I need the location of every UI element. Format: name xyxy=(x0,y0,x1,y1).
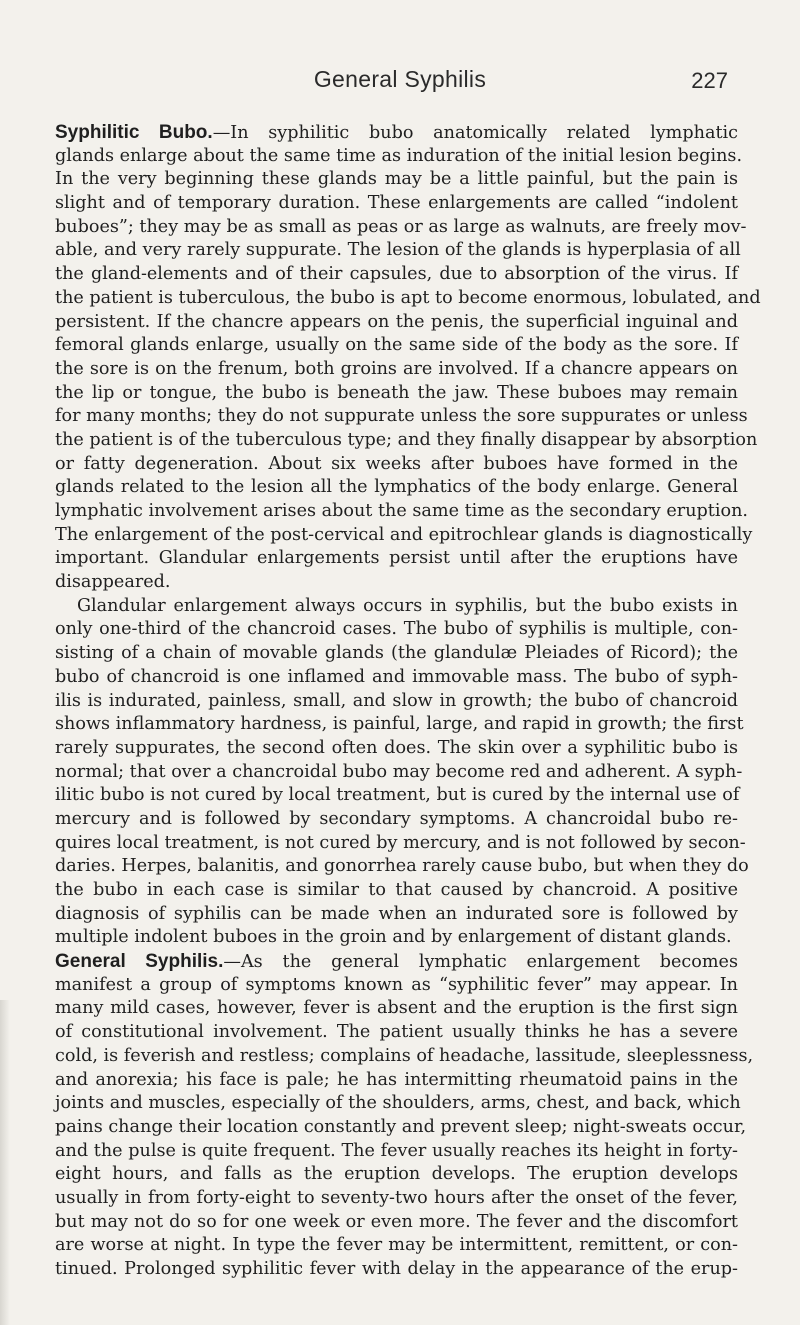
line-text: important. Glandular enlargements persist until after the eruptions have xyxy=(55,548,738,569)
line-text: the sore is on the frenum, both groins are involved. If a chancre appears on xyxy=(55,358,738,379)
line-text: buboes”; they may be as small as peas or as large as walnuts, are freely mov- xyxy=(55,216,747,237)
text-line xyxy=(55,1140,738,1164)
text-line xyxy=(55,121,738,145)
text-line xyxy=(55,832,746,856)
line-text: ilitic bubo is not cured by local treatment, but is cured by the internal use of xyxy=(55,785,740,806)
line-text: tinued. Prolonged syphilitic fever with delay in the appearance of the erup- xyxy=(55,1259,738,1279)
line-text: persistent. If the chancre appears on the penis, the superficial inguinal and xyxy=(55,311,738,332)
line-text: and anorexia; his face is pale; he has intermitting rheumatoid pains in the xyxy=(55,1069,738,1090)
line-text: the bubo in each case is similar to that caused by chancroid. A positive xyxy=(55,880,738,900)
text-line xyxy=(55,145,743,169)
section-heading: Syphilitic Bubo. xyxy=(55,122,213,143)
line-text: the lip or tongue, the bubo is beneath the jaw. These buboes may remain xyxy=(55,382,738,403)
text-line xyxy=(55,666,738,690)
text-line xyxy=(55,192,738,216)
line-text: mercury and is followed by secondary symptoms. A chancroidal bubo re- xyxy=(55,808,738,829)
body-text xyxy=(55,121,761,1282)
line-text: sisting of a chain of movable glands (the glandulæ Pleiades of Ricord); the xyxy=(55,643,738,664)
text-line xyxy=(55,358,738,382)
line-text: and the pulse is quite frequent. The fever usually reaches its height in forty- xyxy=(55,1140,738,1161)
text-line xyxy=(55,1211,738,1235)
text-line xyxy=(55,263,738,287)
line-text: femoral glands enlarge, usually on the same side of the body as the sore. If xyxy=(55,335,738,356)
text-line xyxy=(55,547,738,571)
text-line xyxy=(55,713,744,737)
line-text: cold, is feverish and restless; complains of headache, lassitude, sleeplessness, xyxy=(55,1045,754,1066)
line-text: eight hours, and falls as the eruption develops. The eruption develops xyxy=(55,1164,738,1185)
line-text: pains change their location constantly and prevent sleep; night-sweats occur, xyxy=(55,1116,747,1137)
line-text: the patient is tuberculous, the bubo is apt to become enormous, lobulated, and xyxy=(55,287,761,308)
text-line xyxy=(55,1021,738,1045)
text-line xyxy=(55,974,738,998)
text-line xyxy=(55,1234,738,1258)
text-line xyxy=(55,950,738,974)
text-line xyxy=(55,1116,747,1140)
line-text: but may not do so for one week or even more. The fever and the discomfort xyxy=(55,1211,738,1232)
line-text: quires local treatment, is not cured by mercury, and is not followed by secon- xyxy=(55,832,746,853)
text-line xyxy=(55,216,747,240)
line-text: the gland-elements and of their capsules, due to absorption of the virus. If xyxy=(55,264,738,285)
line-text: many mild cases, however, fever is absent and the eruption is the first sign xyxy=(55,998,738,1019)
text-line xyxy=(55,1045,754,1069)
text-line xyxy=(55,453,738,477)
text-line xyxy=(55,1187,738,1211)
line-text: normal; that over a chancroidal bubo may become red and adherent. A syph- xyxy=(55,761,743,782)
line-text: joints and muscles, especially of the shoulders, arms, chest, and back, which xyxy=(55,1093,741,1114)
text-line xyxy=(55,571,738,595)
line-text: —In syphilitic bubo anatomically related lymphatic xyxy=(212,123,738,143)
page-number: 227 xyxy=(691,68,728,93)
text-line xyxy=(55,500,749,524)
text-line xyxy=(55,476,738,500)
line-text: shows inflammatory hardness, is painful, large, and rapid in growth; the first xyxy=(55,714,744,735)
line-text: or fatty degeneration. About six weeks after buboes have formed in the xyxy=(55,453,738,474)
text-line xyxy=(55,524,753,548)
running-head: General Syphilis xyxy=(313,66,487,92)
section-heading: General Syphilis. xyxy=(55,951,224,973)
line-text: The enlargement of the post-cervical and epitrochlear glands is diagnostically xyxy=(55,524,753,545)
text-line xyxy=(55,690,738,714)
line-text: In the very beginning these glands may be a little painful, but the pain is xyxy=(55,169,738,190)
line-text: —As the general lymphatic enlargement becomes xyxy=(223,952,738,973)
line-text: able, and very rarely suppurate. The lesion of the glands is hyperplasia of all xyxy=(55,240,741,261)
line-text: bubo of chancroid is one inflamed and immovable mass. The bubo of syph- xyxy=(55,666,738,687)
text-line xyxy=(55,642,738,666)
text-line xyxy=(55,1092,741,1116)
line-text: ilis is indurated, painless, small, and slow in growth; the bubo of chancroid xyxy=(55,690,738,711)
text-line xyxy=(55,382,738,406)
text-line xyxy=(55,334,738,358)
text-line xyxy=(55,784,738,808)
line-text: glands related to the lesion all the lymphatics of the body enlarge. General xyxy=(55,477,738,498)
text-line xyxy=(55,1258,738,1282)
text-line xyxy=(55,618,738,642)
line-text: the patient is of the tuberculous type; and they finally disappear by absorption xyxy=(55,429,758,450)
line-text: glands enlarge about the same time as induration of the initial lesion begins. xyxy=(55,145,743,166)
text-line xyxy=(55,239,741,263)
line-text: slight and of temporary duration. These enlargements are called “indolent xyxy=(55,193,738,214)
line-text: of constitutional involvement. The patient usually thinks he has a severe xyxy=(55,1022,738,1043)
text-line xyxy=(55,808,738,832)
line-text: Glandular enlargement always occurs in syphilis, but the bubo exists in xyxy=(77,595,738,616)
line-text: manifest a group of symptoms known as “syphilitic fever” may appear. In xyxy=(55,974,738,995)
text-line xyxy=(55,168,738,192)
text-line xyxy=(55,879,738,903)
binding-shadow xyxy=(0,1000,10,1325)
line-text: only one-third of the chancroid cases. The bubo of syphilis is multiple, con- xyxy=(55,619,738,640)
text-line xyxy=(55,405,748,429)
text-line xyxy=(55,595,738,619)
text-line xyxy=(55,737,738,761)
line-text: multiple indolent buboes in the groin and by enlargement of distant glands. xyxy=(55,927,732,948)
text-line xyxy=(55,311,738,335)
text-line xyxy=(55,429,758,453)
text-line xyxy=(55,926,738,950)
text-line xyxy=(55,997,738,1021)
text-line xyxy=(55,761,743,785)
line-text: lymphatic involvement arises about the same time as the secondary eruption. xyxy=(55,501,749,521)
line-text: usually in from forty-eight to seventy-two hours after the onset of the fever, xyxy=(55,1187,738,1208)
line-text: are worse at night. In type the fever may be intermittent, remittent, or con- xyxy=(55,1235,738,1256)
line-text: rarely suppurates, the second often does. The skin over a syphilitic bubo is xyxy=(55,737,738,758)
text-line xyxy=(55,855,749,879)
line-text: disappeared. xyxy=(55,572,171,593)
text-line xyxy=(55,1069,738,1093)
line-text: diagnosis of syphilis can be made when an indurated sore is followed by xyxy=(55,903,738,924)
text-line xyxy=(55,1163,738,1187)
text-line xyxy=(55,903,738,927)
line-text: for many months; they do not suppurate unless the sore suppurates or unless xyxy=(55,406,748,427)
text-line xyxy=(55,287,761,311)
line-text: daries. Herpes, balanitis, and gonorrhea rarely cause bubo, but when they do xyxy=(55,856,749,877)
